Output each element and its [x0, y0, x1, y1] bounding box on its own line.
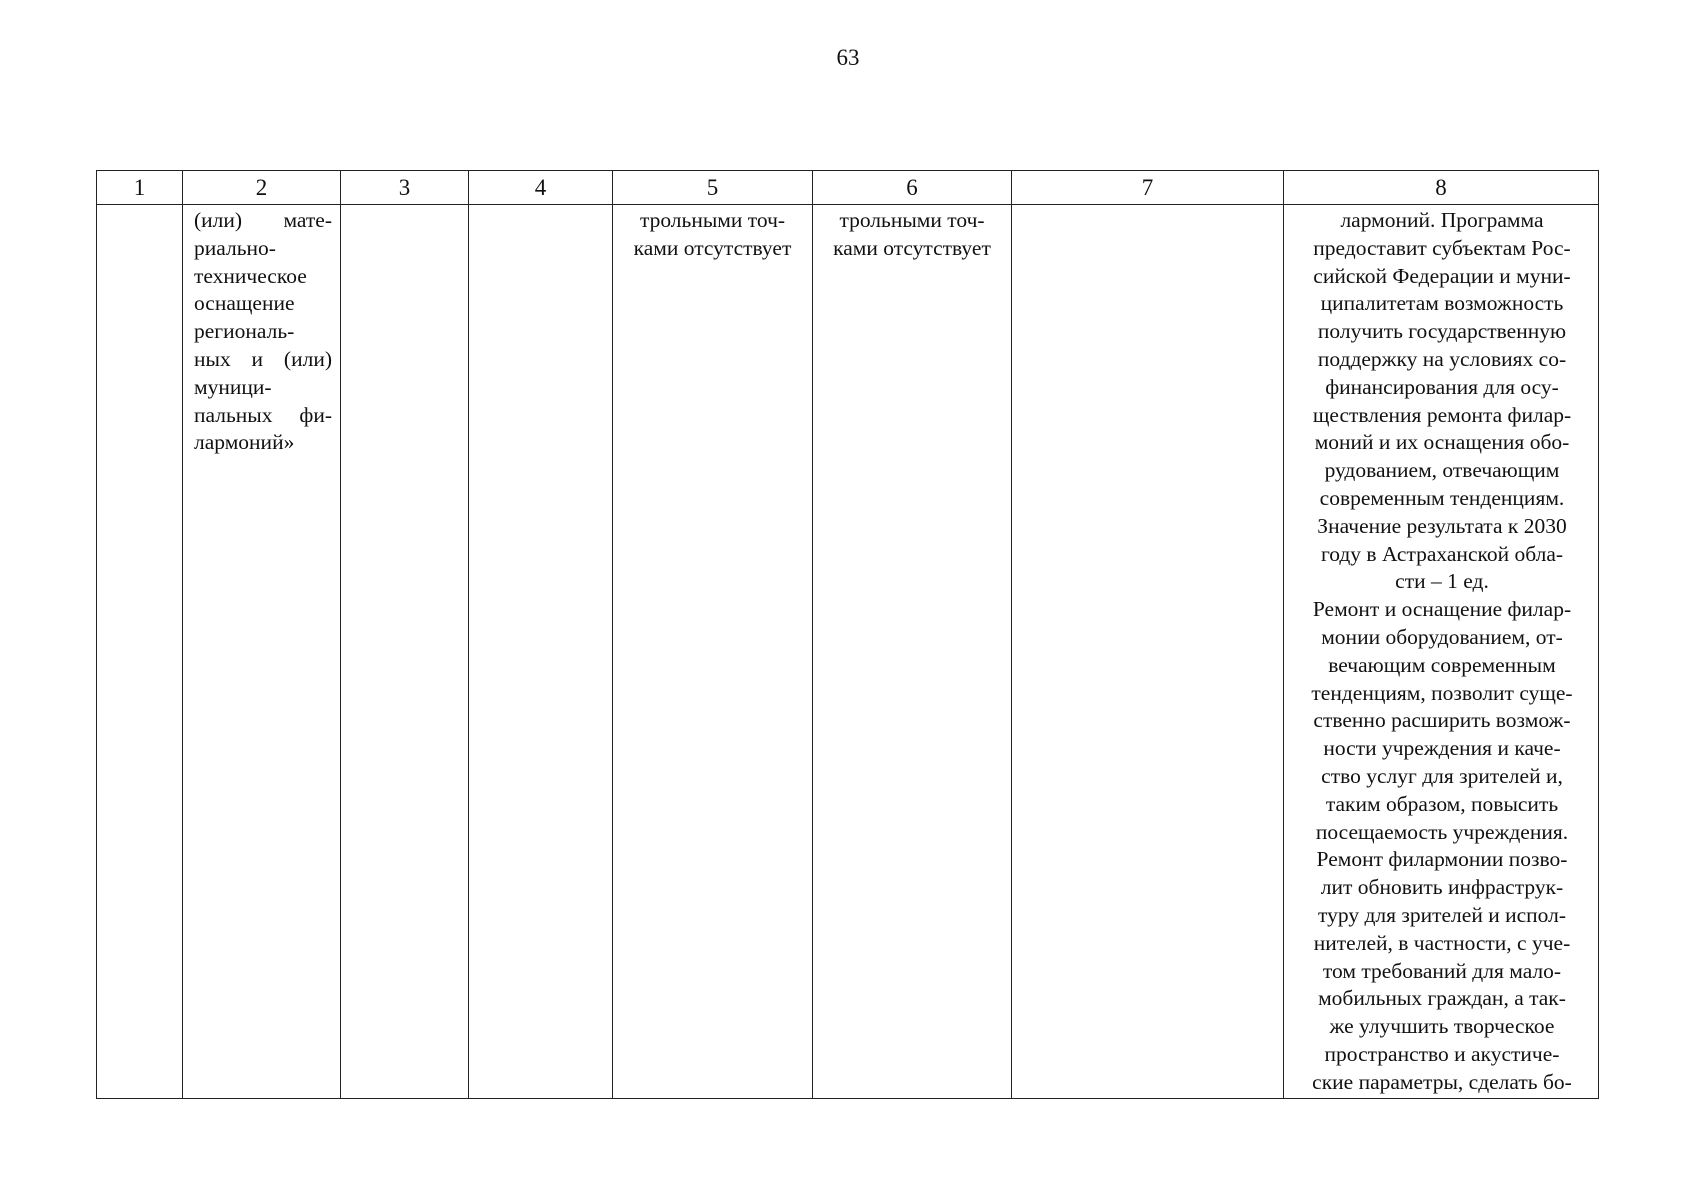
cell-col-2 — [183, 205, 341, 1099]
cell-text-line: поддержку на условиях со- — [1317, 346, 1567, 371]
column-header-3: 3 — [341, 171, 469, 205]
cell-text-line: оснащение — [194, 291, 295, 316]
column-header-6: 6 — [813, 171, 1012, 205]
cell-text-line: современным тенденциям. — [1319, 485, 1565, 510]
cell-text-line: лит обновить инфраструк- — [1320, 875, 1564, 900]
column-header-4: 4 — [469, 171, 613, 205]
column-header-2: 2 — [183, 171, 341, 205]
cell-text-line: предоставит субъектам Рос- — [1313, 235, 1571, 260]
cell-text-line: лармоний» — [194, 430, 295, 455]
cell-text-line: ществления ремонта филар- — [1312, 402, 1572, 427]
table-row — [97, 205, 1599, 1099]
column-header-7: 7 — [1012, 171, 1284, 205]
cell-text-line: трольными точ- — [839, 208, 985, 232]
cell-text-line: региональ- — [194, 319, 295, 344]
cell-text-line: нителей, в частности, с уче- — [1313, 930, 1571, 955]
cell-col-8 — [1284, 205, 1599, 1099]
cell-text-line: муници- — [194, 374, 272, 399]
cell-text-line: ности учреждения и каче- — [1323, 736, 1561, 761]
cell-text-line: вечающим современным — [1328, 652, 1556, 677]
cell-text-line: моний и их оснащения обо- — [1314, 430, 1570, 455]
cell-text-line: получить государственную — [1317, 319, 1567, 344]
cell-col-4 — [469, 205, 613, 1099]
cell-text-line: сийской Федерации и муни- — [1313, 263, 1571, 288]
cell-text-line: риально- — [194, 235, 276, 260]
cell-text-line: трольными точ- — [639, 208, 786, 232]
cell-text-line: таким образом, повысить — [1325, 791, 1559, 816]
cell-text-line: монии оборудованием, от- — [1321, 624, 1563, 649]
cell-text-line: лармоний. Программа — [1340, 208, 1544, 232]
header-row — [97, 171, 1599, 205]
cell-col-5 — [613, 205, 813, 1099]
cell-text-line: году в Астраханской обла- — [1320, 541, 1564, 566]
cell-text-line: (или) мате- — [194, 208, 332, 232]
cell-text-line: туру для зрителей и испол- — [1317, 902, 1567, 927]
cell-text-line: ципалитетам возможность — [1320, 291, 1564, 316]
cell-text-line: посещаемость учреждения. — [1315, 819, 1569, 844]
cell-col-3 — [341, 205, 469, 1099]
column-header-1: 1 — [97, 171, 183, 205]
cell-text-line: ство услуг для зрителей и, — [1321, 763, 1563, 788]
cell-text-line: Ремонт филармонии позво- — [1316, 847, 1568, 872]
cell-text-line: ных и (или) — [194, 346, 332, 371]
cell-text-line: техническое — [194, 263, 307, 288]
cell-text-line: ственно расширить возмож- — [1313, 708, 1571, 733]
column-header-5: 5 — [613, 171, 813, 205]
cell-text-line: рудованием, отвечающим — [1324, 458, 1560, 483]
cell-text-line: Значение результата к 2030 — [1317, 513, 1567, 538]
column-header-8: 8 — [1284, 171, 1599, 205]
cell-text-line: пальных фи- — [194, 402, 332, 427]
cell-col-6 — [813, 205, 1012, 1099]
cell-text-line: том требований для мало- — [1322, 958, 1562, 983]
cell-text-line: сти – 1 ед. — [1395, 569, 1489, 594]
cell-text-line: же улучшить творческое — [1329, 1014, 1555, 1039]
document-table — [96, 170, 1599, 1099]
cell-text-line: ками отсутствует — [833, 235, 991, 260]
cell-text-line: пространство и акустиче- — [1324, 1041, 1560, 1066]
cell-text-line: ками отсутствует — [633, 235, 792, 260]
cell-text-line: финансирования для осу- — [1325, 374, 1559, 399]
cell-text-line: Ремонт и оснащение филар- — [1312, 597, 1572, 622]
page-number: 63 — [836, 45, 860, 70]
cell-col-7 — [1012, 205, 1284, 1099]
cell-text-line: мобильных граждан, а так- — [1318, 986, 1566, 1011]
cell-col-1 — [97, 205, 183, 1099]
cell-text-line: тенденциям, позволит суще- — [1311, 680, 1573, 705]
cell-text-line: ские параметры, сделать бо- — [1312, 1069, 1572, 1094]
